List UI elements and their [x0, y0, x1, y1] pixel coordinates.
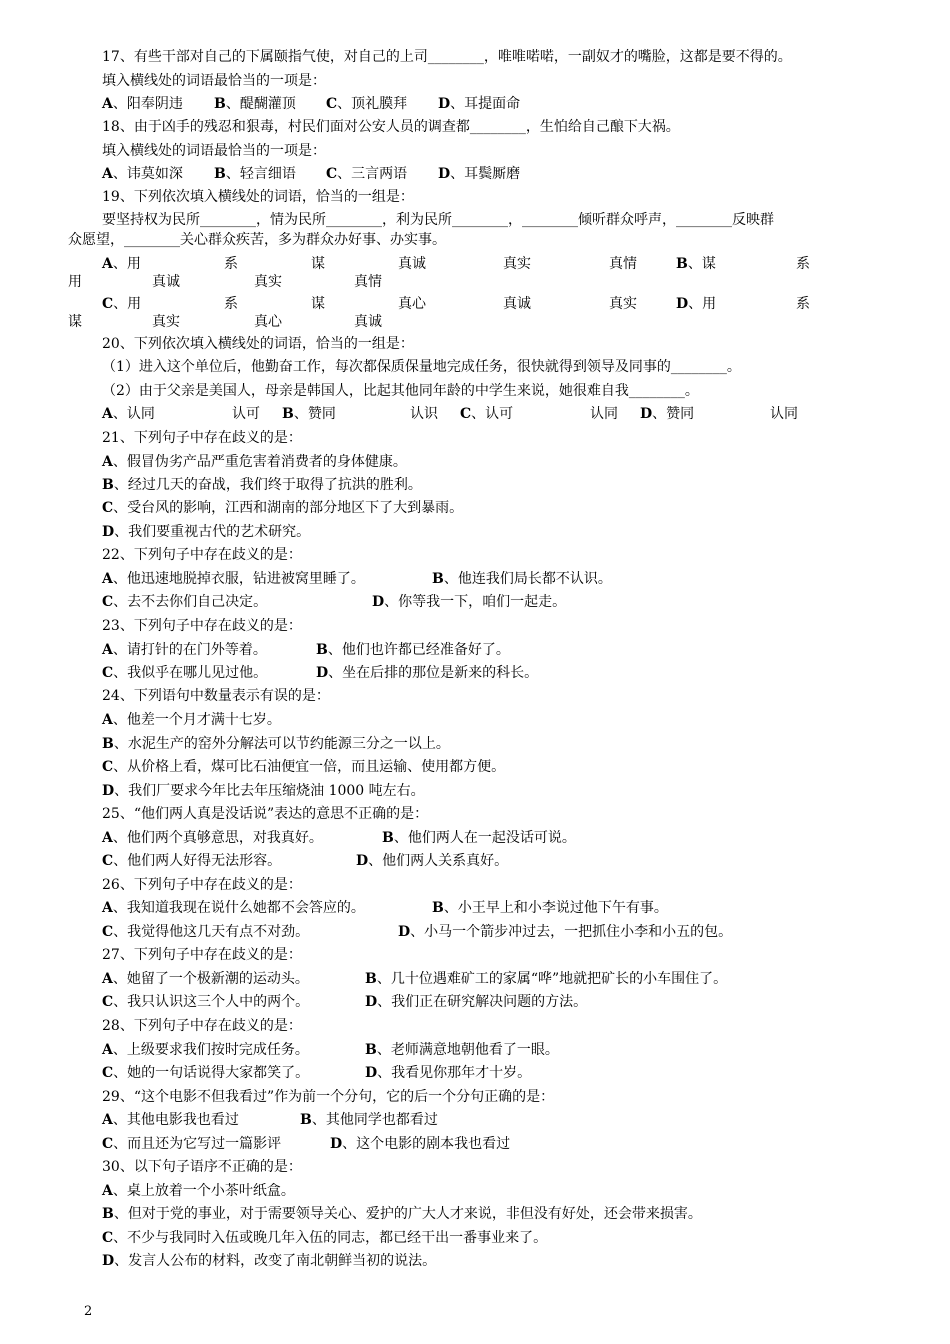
- option-b: B、醍醐灌顶: [214, 96, 296, 112]
- question-27-options-ab: A、她留了一个极新潮的运动头。 B、几十位遇难矿工的家属“哗”地就把矿长的小车围住了。: [102, 971, 728, 987]
- question-22-options-ab: A、他迅速地脱掉衣服，钻进被窝里睡了。 B、他连我们局长都不认识。: [102, 571, 612, 587]
- question-19-option-a-b: A、用 系 谋 真诚 真实 真情 B、谋 系: [102, 256, 810, 272]
- question-22-stem: 22、下列句子中存在歧义的是：: [102, 547, 302, 563]
- question-19-option-b-cont: 用 真诚 真实 真情: [68, 274, 382, 290]
- option-d: D、耳提面命: [438, 96, 521, 112]
- question-24-option-c: C、从价格上看，煤可比石油便宜一倍，而且运输、使用都方便。: [102, 759, 506, 775]
- question-26-options-cd: C、我觉得他这几天有点不对劲。 D、小马一个箭步冲过去，一把抓住小李和小五的包。: [102, 924, 733, 940]
- question-27-options-cd: C、我只认识这三个人中的两个。 D、我们正在研究解决问题的方法。: [102, 994, 588, 1010]
- question-20-stem: 20、下列依次填入横线处的词语，恰当的一组是：: [102, 336, 414, 352]
- page-number: 2: [84, 1304, 93, 1319]
- question-24-option-b: B、水泥生产的窑外分解法可以节约能源三分之一以上。: [102, 736, 450, 752]
- question-21-option-b: B、经过几天的奋战，我们终于取得了抗洪的胜利。: [102, 477, 422, 493]
- question-21-option-a: A、假冒伪劣产品严重危害着消费者的身体健康。: [102, 454, 407, 470]
- option-d: D、耳鬓厮磨: [438, 166, 521, 182]
- option-c: C、顶礼膜拜: [326, 96, 408, 112]
- question-17-prompt: 填入横线处的词语最恰当的一项是：: [102, 73, 326, 89]
- question-27-stem: 27、下列句子中存在歧义的是：: [102, 947, 302, 963]
- question-30-option-d: D、发言人公布的材料，改变了南北朝鲜当初的说法。: [102, 1253, 437, 1269]
- question-21-option-d: D、我们要重视古代的艺术研究。: [102, 524, 311, 540]
- question-25-stem: 25、“他们两人真是没话说”表达的意思不正确的是：: [102, 806, 429, 822]
- question-20-sentence-2: （2）由于父亲是美国人，母亲是韩国人，比起其他同年龄的中学生来说，她很难自我________。: [102, 383, 699, 399]
- question-26-stem: 26、下列句子中存在歧义的是：: [102, 877, 302, 893]
- option-b: B、轻言细语: [214, 166, 296, 182]
- option-c: C、三言两语: [326, 166, 408, 182]
- question-30-option-b: B、但对于党的事业，对于需要领导关心、爱护的广大人才来说，非但没有好处，还会带来损害。: [102, 1206, 702, 1222]
- question-19-text-2: 众愿望，________关心群众疾苦，多为群众办好事、办实事。: [68, 232, 446, 248]
- question-29-stem: 29、“这个电影不但我看过”作为前一个分句，它的后一个分句正确的是：: [102, 1089, 555, 1105]
- question-25-options-cd: C、他们两人好得无法形容。 D、他们两人关系真好。: [102, 853, 509, 869]
- question-20-sentence-1: （1）进入这个单位后，他勤奋工作，每次都保质保量地完成任务，很快就得到领导及同事的________。: [102, 359, 741, 375]
- question-21-option-c: C、受台风的影响，江西和湖南的部分地区下了大到暴雨。: [102, 500, 464, 516]
- question-28-options-cd: C、她的一句话说得大家都笑了。 D、我看见你那年才十岁。: [102, 1065, 532, 1081]
- question-24-stem: 24、下列语句中数量表示有误的是：: [102, 688, 330, 704]
- question-17-stem: 17、有些干部对自己的下属颐指气使，对自己的上司________，唯唯喏喏，一副奴才的嘴脸，这都是要不得的。: [102, 49, 792, 65]
- question-29-options-ab: A、其他电影我也看过 B、其他同学也都看过: [102, 1112, 438, 1128]
- question-30-option-a: A、桌上放着一个小茶叶纸盒。: [102, 1183, 295, 1199]
- question-22-options-cd: C、去不去你们自己决定。 D、你等我一下，咱们一起走。: [102, 594, 567, 610]
- question-25-options-ab: A、他们两个真够意思，对我真好。 B、他们两人在一起没话可说。: [102, 830, 576, 846]
- question-18-prompt: 填入横线处的词语最恰当的一项是：: [102, 143, 326, 159]
- option-a: A、讳莫如深: [102, 166, 183, 182]
- question-20-options: A、认同 认可 B、赞同 认识 C、认可 认同 D、赞同 认同: [102, 406, 798, 422]
- question-30-option-c: C、不少与我同时入伍或晚几年入伍的同志，都已经干出一番事业来了。: [102, 1230, 548, 1246]
- option-a: A、阳奉阴违: [102, 96, 183, 112]
- question-23-options-ab: A、请打针的在门外等着。 B、他们也许都已经准备好了。: [102, 642, 510, 658]
- question-19-text-1: 要坚持权为民所________，情为民所________，利为民所________，________倾听群众呼声，________反映群: [102, 212, 774, 228]
- question-28-stem: 28、下列句子中存在歧义的是：: [102, 1018, 302, 1034]
- question-24-option-a: A、他差一个月才满十七岁。: [102, 712, 281, 728]
- question-24-option-d: D、我们厂要求今年比去年压缩烧油 1000 吨左右。: [102, 783, 425, 799]
- question-18-stem: 18、由于凶手的残忍和狠毒，村民们面对公安人员的调查都________，生怕给自己酿下大祸。: [102, 119, 680, 135]
- question-28-options-ab: A、上级要求我们按时完成任务。 B、老师满意地朝他看了一眼。: [102, 1042, 559, 1058]
- question-29-options-cd: C、而且还为它写过一篇影评 D、这个电影的剧本我也看过: [102, 1136, 511, 1152]
- question-21-stem: 21、下列句子中存在歧义的是：: [102, 430, 302, 446]
- question-23-options-cd: C、我似乎在哪儿见过他。 D、坐在后排的那位是新来的科长。: [102, 665, 539, 681]
- question-30-stem: 30、以下句子语序不正确的是：: [102, 1159, 302, 1175]
- question-26-options-ab: A、我知道我现在说什么她都不会答应的。 B、小王早上和小李说过他下午有事。: [102, 900, 668, 916]
- question-19-option-c-d: C、用 系 谋 真心 真诚 真实 D、用 系: [102, 296, 810, 312]
- question-19-stem: 19、下列依次填入横线处的词语，恰当的一组是：: [102, 189, 414, 205]
- question-23-stem: 23、下列句子中存在歧义的是：: [102, 618, 302, 634]
- question-19-option-d-cont: 谋 真实 真心 真诚: [68, 314, 382, 330]
